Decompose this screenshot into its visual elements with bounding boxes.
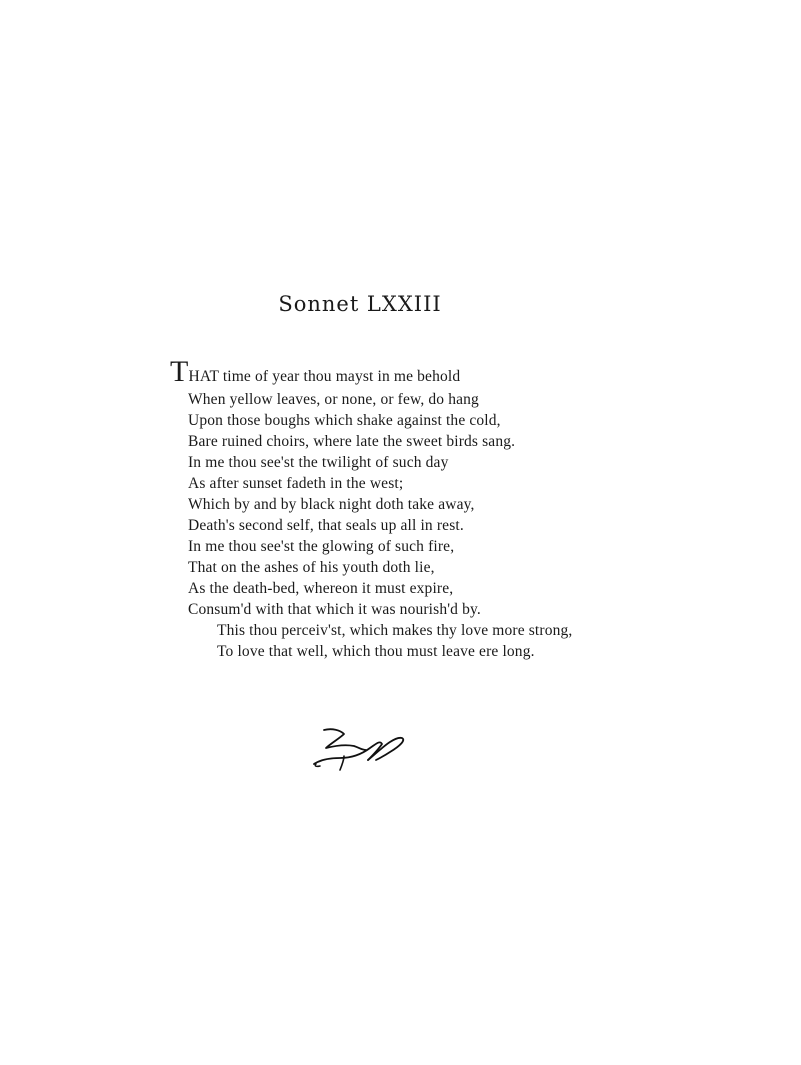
poem-line-1 [170,355,690,389]
poem-body [170,355,690,662]
poem-line: Bare ruined choirs, where late the sweet birds sang. [188,433,516,450]
poem-line: In me thou see'st the glowing of such fire, [188,538,455,555]
poem-line: When yellow leaves, or none, or few, do hang [188,391,479,408]
couplet-line: This thou perceiv'st, which makes thy love more strong, [217,622,573,639]
poem-line: In me thou see'st the twilight of such day [188,454,449,471]
poem-line: As the death-bed, whereon it must expire, [188,580,454,597]
poem-line: As after sunset fadeth in the west; [188,475,404,492]
poem-line: Consum'd with that which it was nourish'd by. [188,601,481,618]
poem-line: Upon those boughs which shake against the cold, [188,412,501,429]
drop-cap: T [170,355,189,388]
signature-icon [310,720,410,772]
couplet-line: To love that well, which thou must leave ere long. [217,643,535,660]
poem-title: Sonnet LXXIII [278,292,442,316]
poem-line: Death's second self, that seals up all in rest. [188,517,464,534]
poem-line: That on the ashes of his youth doth lie, [188,559,435,576]
poem-line: Which by and by black night doth take away, [188,496,475,513]
poem-line-1-text: HAT time of year thou mayst in me behold [188,368,461,385]
